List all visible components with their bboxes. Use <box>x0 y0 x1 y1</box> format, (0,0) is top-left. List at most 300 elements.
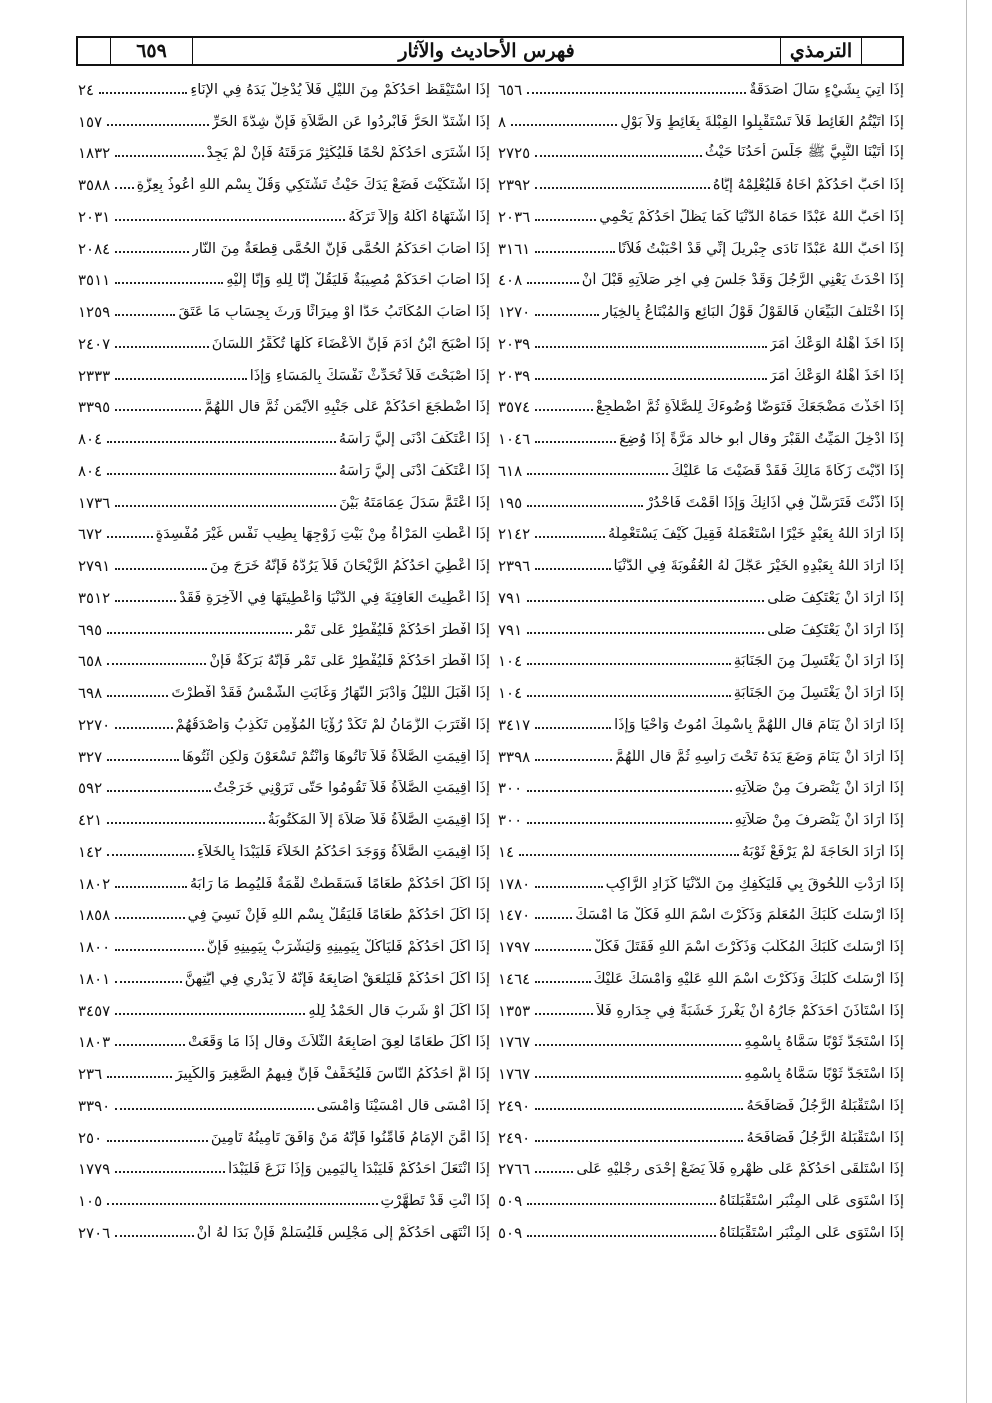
index-entry <box>78 455 490 487</box>
hadith-number: ٣٣٩٠ <box>78 1096 111 1115</box>
hadith-number: ٦١٨ <box>498 461 523 480</box>
hadith-number: ٢٠٣٩ <box>498 366 531 385</box>
index-entry <box>498 455 904 487</box>
dot-leader <box>115 187 133 189</box>
hadith-incipit: إذَا اشْتَرَى أَحَدُكُمْ لَحْمًا فَلْيُكْثِرْ مَرَقَتَهُ فَإِنْ لَمْ يَجِدْ <box>206 145 490 162</box>
index-entry <box>498 868 904 900</box>
hadith-incipit: إذَا اسْتَلْقَى أَحَدُكُمْ عَلَى ظَهْرِهِ فَلاَ يَضَعْ إِحْدَى رِجْلَيْهِ عَلَى <box>576 1161 904 1178</box>
hadith-number: ٢٤٩٠ <box>498 1096 531 1115</box>
dot-leader <box>107 632 292 634</box>
right-column <box>498 74 904 1249</box>
hadith-number: ٢٠٣٦ <box>498 207 531 226</box>
hadith-incipit: إذَا اشْتَدَّ الْحَرُّ فَأَبْرِدُوا عَنِ الصَّلاَةِ فَإِنَّ شِدَّةَ الْحَرِّ <box>211 113 490 130</box>
index-entry <box>498 963 904 995</box>
dot-leader <box>519 854 739 856</box>
hadith-incipit: إذَا أَحَبَّ اللهُ عَبْدًا نَادَى جِبْرِيلَ إِنِّي قَدْ أَحْبَبْتُ فُلاَنًا <box>617 240 904 257</box>
dot-leader <box>115 251 189 253</box>
index-entry <box>78 773 490 805</box>
page-header <box>76 36 904 66</box>
hadith-number: ٢٤٩٠ <box>498 1128 531 1147</box>
hadith-number: ٢١٤٢ <box>498 525 531 544</box>
index-entry <box>498 106 904 138</box>
dot-leader <box>535 568 610 570</box>
dot-leader <box>115 1171 225 1173</box>
hadith-incipit: إذَا اسْتَجَدَّ ثَوْبًا سَمَّاهُ بِاسْمِهِ <box>744 1034 904 1051</box>
hadith-number: ٢٢٧٠ <box>78 715 111 734</box>
dot-leader <box>115 1013 305 1015</box>
index-entry <box>78 1090 490 1122</box>
hadith-number: ٦٥٨ <box>78 652 103 671</box>
hadith-number: ٢٤٠٧ <box>78 334 111 353</box>
hadith-incipit: إذَا اعْتَكَفَ أَدْنَى إِلَيَّ رَأْسَهُ <box>338 462 490 479</box>
hadith-incipit: إذَا أُقِيمَتِ الصَّلاَةُ فَلاَ تَأْتُوهَا وَأَنْتُمْ تَسْعَوْنَ وَلَكِنِ ائْتُوهَا <box>182 748 490 765</box>
dot-leader <box>115 155 203 157</box>
index-entry <box>78 233 490 265</box>
hadith-incipit: إذَا أَرْسَلْتَ كَلْبَكَ الْمُعَلَّمَ وَذَكَرْتَ اسْمَ اللهِ فَكُلْ مَا أَمْسَكَ <box>575 907 904 924</box>
hadith-number: ١٠٤ <box>498 684 523 703</box>
hadith-number: ١٨٥٨ <box>78 906 111 925</box>
index-entry <box>78 963 490 995</box>
hadith-incipit: إذَا اسْتَوَى عَلَى الْمِنْبَرِ اسْتَقْبَلْنَاهُ <box>719 1224 904 1241</box>
index-entry <box>78 931 490 963</box>
hadith-incipit: إذَا أَرَادَ أَنْ يَنْصَرِفَ مِنْ صَلاَتِهِ <box>734 812 904 829</box>
dot-leader <box>115 568 207 570</box>
dot-leader <box>535 727 611 729</box>
index-entry <box>498 900 904 932</box>
dot-leader <box>535 409 593 411</box>
hadith-incipit: إذَا أَرَدْتِ اللُّحُوقَ بِي فَلْيَكْفِكِ مِنَ الدُّنْيَا كَزَادِ الرَّاكِبِ <box>605 875 904 892</box>
hadith-number: ٥٩٢ <box>78 779 103 798</box>
dot-leader <box>527 505 643 507</box>
hadith-number: ٦٩٨ <box>78 684 103 703</box>
index-entry <box>498 296 904 328</box>
dot-leader <box>535 917 572 919</box>
hadith-number: ١٨٠٢ <box>78 874 111 893</box>
index-entry <box>498 614 904 646</box>
hadith-incipit: إذَا أَرَادَ أَنْ يَغْتَسِلَ مِنَ الْجَنَابَةِ <box>733 653 904 670</box>
index-entry <box>498 423 904 455</box>
hadith-incipit: إذَا أُتِيَ بِشَيْءٍ سَأَلَ أَصَدَقَةٌ <box>749 81 904 98</box>
hadith-number: ٣٥٧٤ <box>498 398 531 417</box>
dot-leader <box>535 155 702 157</box>
dot-leader <box>115 219 345 221</box>
index-entry <box>78 1217 490 1249</box>
dot-leader <box>115 1044 185 1046</box>
dot-leader <box>535 314 599 316</box>
index-entry <box>498 487 904 519</box>
hadith-number: ١٤٢ <box>78 842 103 861</box>
dot-leader <box>535 1140 743 1142</box>
hadith-incipit: إذَا اسْتَيْقَظَ أَحَدُكُمْ مِنَ اللَّيْلِ فَلاَ يُدْخِلْ يَدَهُ فِي الإِنَاءِ <box>190 81 490 98</box>
hadith-incipit: إذَا اسْتَجَدَّ ثَوْبًا سَمَّاهُ بِاسْمِهِ <box>744 1066 904 1083</box>
index-entry <box>78 106 490 138</box>
header-empty-cell-left <box>78 38 111 64</box>
hadith-incipit: إذَا أَتَيْنَا النَّبِيَّ ﷺ جَلَسَ أَحَدُنَا حَيْثُ <box>704 143 904 160</box>
dot-leader <box>535 441 616 443</box>
dot-leader <box>115 981 182 983</box>
hadith-incipit: إذَا اسْتَأْذَنَ أَحَدَكُمْ جَارُهُ أَنْ يَغْرِزَ خَشَبَةً فِي جِدَارِهِ فَلاَ <box>596 1002 904 1019</box>
hadith-incipit: إذَا أَصْبَحْتَ فَلاَ تُحَدِّثْ نَفْسَكَ بِالْمَسَاءِ وَإِذَا <box>249 367 490 384</box>
hadith-number: ١٤٧٠ <box>498 906 531 925</box>
hadith-number: ٢٣٣٣ <box>78 366 111 385</box>
index-entry <box>498 1058 904 1090</box>
hadith-number: ٢٠٨٤ <box>78 239 111 258</box>
hadith-number: ٣٥٨٨ <box>78 176 111 195</box>
dot-leader <box>527 790 731 792</box>
hadith-incipit: إذَا أُعْطِيَ أَحَدُكُمُ الرَّيْحَانَ فَلاَ يَرُدَّهُ فَإِنَّهُ خَرَجَ مِنَ <box>209 558 490 575</box>
dot-leader <box>535 187 710 189</box>
hadith-incipit: إذَا اخْتَلَفَ الْبَيِّعَانِ فَالْقَوْلُ قَوْلُ الْبَائِعِ وَالْمُبْتَاعُ بِالْخِيَارِ <box>602 304 904 321</box>
index-entry <box>78 519 490 551</box>
hadith-incipit: إذَا أَذَّنْتَ فَتَرَسَّلْ فِي أَذَانِكَ وَإِذَا أَقَمْتَ فَاحْدُرْ <box>646 494 904 511</box>
index-entry <box>78 646 490 678</box>
dot-leader <box>115 600 176 602</box>
index-entry <box>498 931 904 963</box>
dot-leader <box>527 1203 716 1205</box>
hadith-incipit: إذَا أَرَادَ أَنْ يَغْتَسِلَ مِنَ الْجَنَابَةِ <box>733 685 904 702</box>
dot-leader <box>115 917 184 919</box>
hadith-incipit: إذَا اشْتَكَيْتَ فَضَعْ يَدَكَ حَيْثُ تَشْتَكِي وَقُلْ بِسْمِ اللهِ أَعُوذُ بِعِزَّةِ <box>136 177 490 194</box>
hadith-number: ٣١٦١ <box>498 239 531 258</box>
dot-leader <box>115 505 336 507</box>
dot-leader <box>115 378 247 380</box>
hadith-incipit: إذَا أَرَادَ اللهُ بِعَبْدِهِ الْخَيْرَ عَجَّلَ لَهُ الْعُقُوبَةَ فِي الدُّنْيَا <box>613 558 904 575</box>
dot-leader <box>107 790 210 792</box>
hadith-number: ٥٠٩ <box>498 1192 523 1211</box>
dot-leader <box>527 473 668 475</box>
dot-leader <box>115 314 175 316</box>
index-entry <box>498 74 904 106</box>
hadith-number: ٢٧٠٦ <box>78 1223 111 1242</box>
hadith-number: ١٩٥ <box>498 493 523 512</box>
hadith-incipit: إذَا أَرَادَ أَنْ يَنْصَرِفَ مِنْ صَلاَتِهِ <box>734 780 904 797</box>
dot-leader <box>115 1235 193 1237</box>
dot-leader <box>115 282 223 284</box>
dot-leader <box>535 1044 741 1046</box>
hadith-number: ٦٥٦ <box>498 80 523 99</box>
page-title: فهرس الأحاديث والآثار <box>193 38 781 64</box>
dot-leader <box>535 981 590 983</box>
hadith-incipit: إذَا أَحَبَّ اللهُ عَبْدًا حَمَاهُ الدُّنْيَا كَمَا يَظَلُّ أَحَدُكُمْ يَحْمِي <box>599 208 904 225</box>
index-entry <box>78 201 490 233</box>
hadith-incipit: إذَا أَكَلَ أَحَدُكُمْ فَلْيَأْكُلْ بِيَمِينِهِ وَلْيَشْرَبْ بِيَمِينِهِ فَإِنَّ <box>206 939 490 956</box>
hadith-number: ٢٠٣٩ <box>498 334 531 353</box>
hadith-incipit: إذَا أَخَذَ أَهْلَهُ الْوَعْكُ أَمَرَ <box>769 367 904 384</box>
index-entry <box>498 677 904 709</box>
hadith-number: ١٢٧٠ <box>498 303 531 322</box>
hadith-number: ١٤٦٤ <box>498 969 531 988</box>
dot-leader <box>107 441 336 443</box>
hadith-number: ١٨٣٢ <box>78 144 111 163</box>
hadith-number: ٣٠٠ <box>498 779 523 798</box>
hadith-incipit: إذَا أَرَادَ اللهُ بِعَبْدٍ خَيْرًا اسْتَعْمَلَهُ فَقِيلَ كَيْفَ يَسْتَعْمِلُهُ <box>607 526 904 543</box>
dot-leader <box>535 251 615 253</box>
hadith-incipit: إذَا اسْتَوَى عَلَى الْمِنْبَرِ اسْتَقْبَلْنَاهُ <box>719 1193 904 1210</box>
hadith-incipit: إذَا أُقِيمَتِ الصَّلاَةُ فَلاَ تَقُومُوا حَتَّى تَرَوْنِي خَرَجْتُ <box>213 780 490 797</box>
hadith-incipit: إذَا أَمْسَى قال أَمْسَيْنَا وَأَمْسَى <box>316 1097 490 1114</box>
dot-leader <box>527 282 579 284</box>
hadith-incipit: إذَا أَعْطَتِ الْمَرْأَةُ مِنْ بَيْتِ زَوْجِهَا بِطِيبِ نَفْسٍ غَيْرَ مُفْسِدَةٍ <box>155 526 490 543</box>
index-entry <box>498 328 904 360</box>
dot-leader <box>535 1013 593 1015</box>
hadith-number: ٣٤١٧ <box>498 715 531 734</box>
dot-leader <box>107 822 264 824</box>
hadith-number: ٨٠٤ <box>78 430 103 449</box>
index-entry <box>498 138 904 170</box>
index-entry <box>498 1154 904 1186</box>
hadith-incipit: إذَا أَرَادَ أَنْ يَنَامَ وَضَعَ يَدَهُ تَحْتَ رَأْسِهِ ثُمَّ قال اللَّهُمَّ <box>615 748 904 765</box>
index-entry <box>498 550 904 582</box>
dot-leader <box>527 695 731 697</box>
index-entry <box>498 201 904 233</box>
dot-leader <box>535 1108 743 1110</box>
hadith-number: ٢٥٠ <box>78 1128 103 1147</box>
index-entry <box>498 646 904 678</box>
index-entry <box>78 487 490 519</box>
hadith-number: ٢٣٩٦ <box>498 557 531 576</box>
hadith-incipit: إذَا أَدَّيْتَ زَكَاةَ مَالِكَ فَقَدْ قَضَيْتَ مَا عَلَيْكَ <box>671 462 904 479</box>
hadith-number: ١٠٥ <box>78 1192 103 1211</box>
book-name: الترمذي <box>781 38 862 64</box>
index-entry <box>498 741 904 773</box>
index-entry <box>78 900 490 932</box>
hadith-incipit: إذَا أَرَادَ الْحَاجَةَ لَمْ يَرْفَعْ ثَوْبَهُ <box>741 843 904 860</box>
hadith-incipit: إذَا اقْتَرَبَ الزَّمَانُ لَمْ تَكَدْ رُؤْيَا الْمُؤْمِنِ تَكْذِبُ وَأَصْدَقُهُمْ <box>175 716 490 733</box>
hadith-incipit: إذَا أُدْخِلَ الْمَيِّتُ الْقَبْرَ وقال أبو خالد مَرَّةً إِذَا وُضِعَ <box>619 431 904 448</box>
index-entry <box>78 169 490 201</box>
hadith-incipit: إذَا أُقِيمَتِ الصَّلاَةُ وَوَجَدَ أَحَدُكُمُ الْخَلاَءَ فَلْيَبْدَأْ بِالْخَلاَءِ <box>197 843 490 860</box>
hadith-incipit: إذَا اعْتَمَّ سَدَلَ عِمَامَتَهُ بَيْنَ <box>339 494 490 511</box>
hadith-number: ١٣٥٣ <box>498 1001 531 1020</box>
dot-leader <box>535 949 591 951</box>
index-entry <box>498 582 904 614</box>
hadith-incipit: إذَا أَخَذَ أَهْلُهُ الْوَعْكُ أَمَرَ <box>769 335 904 352</box>
hadith-incipit: إذَا أَرْسَلْتَ كَلْبَكَ الْمُكَلَّبَ وَذَكَرْتَ اسْمَ اللهِ فَقَتَلَ فَكُلْ <box>593 939 904 956</box>
header-empty-cell-right <box>862 38 902 64</box>
dot-leader <box>527 663 731 665</box>
hadith-incipit: إذَا أَفْطَرَ أَحَدُكُمْ فَلْيُفْطِرْ عَلَى تَمْرٍ فَإِنَّهُ بَرَكَةٌ فَإِنْ <box>209 653 490 670</box>
index-entry <box>78 677 490 709</box>
index-entry <box>498 360 904 392</box>
hadith-incipit: إذَا أَكَلَ أَحَدُكُمْ طَعَامًا فَسَقَطَتْ لُقْمَةٌ فَلْيُمِطْ مَا رَابَهُ <box>189 875 490 892</box>
dot-leader <box>535 759 612 761</box>
hadith-incipit: إذَا أَفْطَرَ أَحَدُكُمْ فَلْيُفْطِرْ عَلَى تَمْرٍ <box>295 621 490 638</box>
dot-leader <box>535 219 596 221</box>
hadith-incipit: إذَا أَحَبَّ أَحَدُكُمْ أَخَاهُ فَلْيُعْلِمْهُ إِيَّاهُ <box>712 177 904 194</box>
index-entry <box>498 169 904 201</box>
hadith-number: ٨ <box>498 112 507 131</box>
hadith-incipit: إذَا اسْتَقْبَلَهُ الرَّجُلُ فَصَافَحَهُ <box>746 1097 904 1114</box>
dot-leader <box>527 1235 716 1237</box>
index-entry <box>78 296 490 328</box>
index-entry <box>78 328 490 360</box>
hadith-incipit: إذَا أَرَادَ أَنْ يَعْتَكِفَ صَلَّى <box>767 589 904 606</box>
index-entry <box>498 995 904 1027</box>
hadith-number: ٢٧٩١ <box>78 557 111 576</box>
hadith-incipit: إذَا أَصَابَ أَحَدَكُمُ الْحُمَّى فَإِنَّ الْحُمَّى قِطْعَةٌ مِنَ النَّارِ <box>191 240 490 257</box>
dot-leader <box>107 473 336 475</box>
dot-leader <box>535 346 766 348</box>
dot-leader <box>511 124 617 126</box>
hadith-number: ١٥٧ <box>78 112 103 131</box>
hadith-incipit: إذَا انْتَهَى أَحَدُكُمْ إِلَى مَجْلِسٍ فَلْيُسَلِّمْ فَإِنْ بَدَا لَهُ أَنْ <box>196 1224 490 1241</box>
hadith-incipit: إذَا أَتَيْتُمُ الْغَائِطَ فَلاَ تَسْتَقْبِلُوا الْقِبْلَةَ بِغَائِطٍ وَلاَ بَوْلٍ <box>620 113 904 130</box>
hadith-number: ١٢٥٩ <box>78 303 111 322</box>
dot-leader <box>535 378 766 380</box>
hadith-incipit: إذَا أَقْبَلَ اللَّيْلُ وَأَدْبَرَ النَّهَارُ وَغَابَتِ الشَّمْسُ فَقَدْ أَفْطَرْتَ <box>171 685 490 702</box>
dot-leader <box>527 822 731 824</box>
hadith-number: ٨٠٤ <box>78 461 103 480</box>
hadith-incipit: إذَا انْتَعَلَ أَحَدُكُمْ فَلْيَبْدَأْ بِالْيَمِينِ وَإِذَا نَزَعَ فَلْيَبْدَأْ <box>228 1161 490 1178</box>
hadith-number: ٣٥١٢ <box>78 588 111 607</box>
dot-leader <box>107 695 168 697</box>
dot-leader <box>115 1108 313 1110</box>
index-entry <box>78 995 490 1027</box>
hadith-number: ٢٧٦٦ <box>498 1160 531 1179</box>
hadith-incipit: إذَا أَنْتِ قَدْ تَطَهَّرْتِ <box>380 1193 490 1210</box>
dot-leader <box>115 346 209 348</box>
index-entry <box>78 836 490 868</box>
hadith-incipit: إذَا أَصَابَ أَحَدَكُمْ مُصِيبَةٌ فَلْيَقُلْ إِنَّا لِلَّهِ وَإِنَّا إِلَيْهِ <box>226 272 490 289</box>
index-entry <box>498 1122 904 1154</box>
hadith-number: ١٧٧٩ <box>78 1160 111 1179</box>
dot-leader <box>527 92 746 94</box>
index-entry <box>78 1154 490 1186</box>
hadith-number: ١٧٨٠ <box>498 874 531 893</box>
dot-leader <box>527 632 764 634</box>
hadith-number: ١٧٣٦ <box>78 493 111 512</box>
index-entry <box>78 614 490 646</box>
hadith-number: ٣٤٥٧ <box>78 1001 111 1020</box>
hadith-incipit: إذَا أُعْطِيتَ الْعَافِيَةَ فِي الدُّنْيَا وَأُعْطِيتَهَا فِي الآخِرَةِ فَقَدْ <box>179 589 490 606</box>
hadith-number: ٥٠٩ <box>498 1223 523 1242</box>
hadith-number: ١٧٦٧ <box>498 1065 531 1084</box>
index-entry <box>498 1090 904 1122</box>
dot-leader <box>107 536 152 538</box>
hadith-number: ٤٠٨ <box>498 271 523 290</box>
dot-leader <box>527 600 764 602</box>
hadith-number: ٣٢٧ <box>78 747 103 766</box>
index-entry <box>78 1027 490 1059</box>
hadith-number: ١٤ <box>498 842 515 861</box>
hadith-incipit: إذَا أَكَلَ أَحَدُكُمْ طَعَامًا فَلْيَقُلْ بِسْمِ اللهِ فَإِنْ نَسِيَ فِي <box>187 907 490 924</box>
hadith-incipit: إذَا اضْطَجَعَ أَحَدُكُمْ عَلَى جَنْبِهِ الأَيْمَنِ ثُمَّ قال اللَّهُمَّ <box>204 399 490 416</box>
index-entry <box>78 74 490 106</box>
index-entry <box>498 1027 904 1059</box>
hadith-number: ٧٩١ <box>498 620 523 639</box>
hadith-number: ٧٩١ <box>498 588 523 607</box>
hadith-incipit: إذَا أُقِيمَتِ الصَّلاَةُ فَلاَ صَلاَةَ إِلاَّ الْمَكْتُوبَةُ <box>267 812 490 829</box>
index-entry <box>498 773 904 805</box>
hadith-incipit: إذَا أَرَادَ أَنْ يَعْتَكِفَ صَلَّى <box>767 621 904 638</box>
index-entry <box>78 582 490 614</box>
hadith-number: ٣٠٠ <box>498 811 523 830</box>
index-entry <box>78 1185 490 1217</box>
dot-leader <box>115 727 172 729</box>
dot-leader <box>99 92 187 94</box>
index-entry <box>498 804 904 836</box>
hadith-incipit: إذَا اشْتَهَاهُ أَكَلَهُ وَإِلاَّ تَرَكَهُ <box>348 208 490 225</box>
hadith-number: ٦٧٢ <box>78 525 103 544</box>
hadith-number: ٢٣٦ <box>78 1065 103 1084</box>
index-entry <box>78 138 490 170</box>
hadith-number: ٤٢١ <box>78 811 103 830</box>
hadith-number: ١٠٤ <box>498 652 523 671</box>
index-entry <box>78 360 490 392</box>
hadith-number: ٦٩٥ <box>78 620 103 639</box>
hadith-incipit: إذَا أَمَّنَ الإِمَامُ فَأَمِّنُوا فَإِنَّهُ مَنْ وَافَقَ تَأْمِينُهُ تَأْمِينَ <box>210 1129 490 1146</box>
dot-leader <box>107 124 208 126</box>
hadith-incipit: إذَا أَمَّ أَحَدُكُمُ النَّاسَ فَلْيُخَفِّفْ فَإِنَّ فِيهِمُ الصَّغِيرَ وَالْكَبِيرَ <box>175 1066 490 1083</box>
dot-leader <box>535 536 605 538</box>
index-entry <box>78 392 490 424</box>
hadith-incipit: إذَا أَكَلَ أَحَدُكُمْ فَلْيَلْعَقْ أَصَابِعَهُ فَإِنَّهُ لاَ يَدْرِي فِي أَيَّتِهِنَّ <box>184 970 490 987</box>
left-column <box>78 74 490 1249</box>
dot-leader <box>115 886 187 888</box>
dot-leader <box>107 1203 377 1205</box>
hadith-number: ٢٠٣١ <box>78 207 111 226</box>
index-entry <box>78 1122 490 1154</box>
index-entry <box>78 265 490 297</box>
index-entry <box>498 233 904 265</box>
page-number: ٦٥٩ <box>111 38 193 64</box>
index-entry <box>78 741 490 773</box>
dot-leader <box>107 854 194 856</box>
index-entry <box>78 804 490 836</box>
hadith-number: ٣٥١١ <box>78 271 111 290</box>
hadith-number: ١٨٠٠ <box>78 938 111 957</box>
index-entry <box>498 519 904 551</box>
hadith-incipit: إذَا اعْتَكَفَ أَدْنَى إِلَيَّ رَأْسَهُ <box>338 431 490 448</box>
hadith-incipit: إذَا أَصَابَ الْمُكَاتَبُ حَدًّا أَوْ مِيرَاثًا وَرِثَ بِحِسَابِ مَا عَتَقَ <box>178 304 490 321</box>
page-edge-rule <box>966 0 967 1403</box>
dot-leader <box>535 1171 573 1173</box>
hadith-number: ٣٣٩٥ <box>78 398 111 417</box>
hadith-number: ٢٧٢٥ <box>498 144 531 163</box>
index-entry <box>78 423 490 455</box>
index-entry <box>498 709 904 741</box>
index-entry <box>498 1185 904 1217</box>
index-entry <box>78 1058 490 1090</box>
dot-leader <box>115 409 201 411</box>
hadith-number: ١٧٦٧ <box>498 1033 531 1052</box>
hadith-incipit: إذَا أَصْبَحَ ابْنُ آدَمَ فَإِنَّ الأَعْضَاءَ كُلَّهَا تُكَفِّرُ اللِّسَانَ <box>211 335 490 352</box>
index-entry <box>78 709 490 741</box>
hadith-number: ٢٤ <box>78 80 95 99</box>
hadith-number: ١٨٠١ <box>78 969 111 988</box>
hadith-incipit: إذَا أَكَلَ أَوْ شَرِبَ قال الْحَمْدُ لِلَّهِ <box>308 1002 490 1019</box>
dot-leader <box>535 1076 741 1078</box>
hadith-number: ١٠٤٦ <box>498 430 531 449</box>
dot-leader <box>107 759 179 761</box>
index-entry <box>498 392 904 424</box>
hadith-incipit: إذَا أَكَلَ طَعَامًا لَعِقَ أَصَابِعَهُ الثَّلاَثَ وقال إِذَا مَا وَقَعَتْ <box>188 1034 490 1051</box>
hadith-incipit: إذَا أَرْسَلْتَ كَلْبَكَ وَذَكَرْتَ اسْمَ اللهِ عَلَيْهِ وَأَمْسَكَ عَلَيْكَ <box>593 970 904 987</box>
index-entry <box>78 868 490 900</box>
index-entry <box>498 836 904 868</box>
hadith-number: ١٨٠٣ <box>78 1033 111 1052</box>
hadith-number: ٣٣٩٨ <box>498 747 531 766</box>
hadith-number: ٢٣٩٢ <box>498 176 531 195</box>
dot-leader <box>535 886 602 888</box>
dot-leader <box>107 1076 172 1078</box>
hadith-incipit: إذَا أَخَذْتَ مَضْجَعَكَ فَتَوَضَّأْ وُضُوءَكَ لِلصَّلاَةِ ثُمَّ اضْطَجِعْ <box>595 399 904 416</box>
hadith-incipit: إذَا أَرَادَ أَنْ يَنَامَ قال اللَّهُمَّ بِاسْمِكَ أَمُوتُ وَأَحْيَا وَإِذَا <box>614 716 904 733</box>
index-entry <box>498 1217 904 1249</box>
index-columns <box>78 74 904 1249</box>
dot-leader <box>115 949 203 951</box>
dot-leader <box>107 1140 208 1142</box>
